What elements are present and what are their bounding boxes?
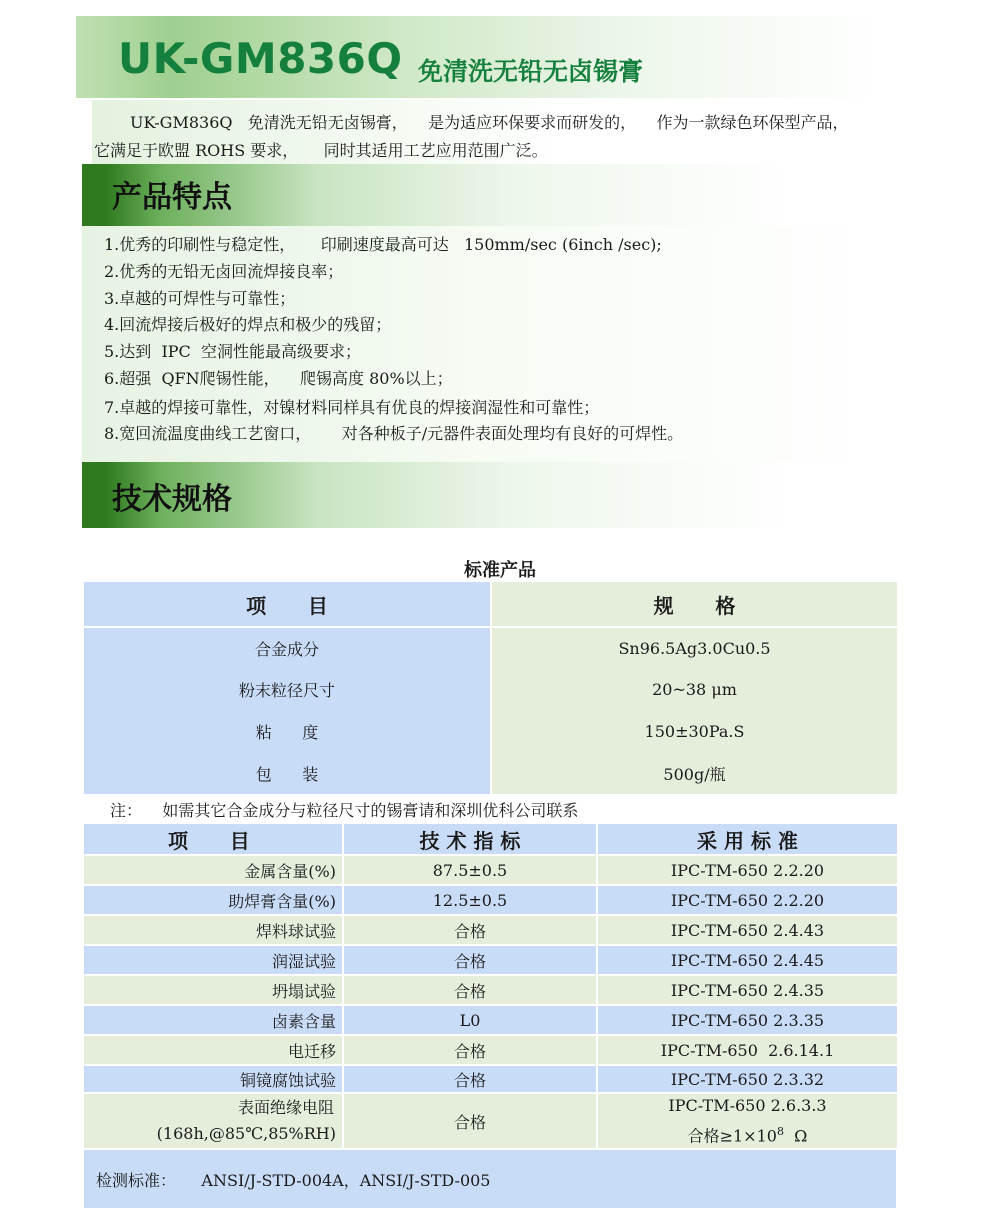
specs-title: 技术规格 <box>112 482 232 517</box>
std-spec: 500g/瓶 <box>492 752 897 794</box>
feature-item: 3.卓越的可焊性与可靠性； <box>104 289 296 308</box>
spec-item-line-1: 表面绝缘电阻 <box>237 1098 334 1117</box>
spec-standard: IPC-TM-650 2.4.35 <box>598 976 897 1004</box>
product-model-title: UK-GM836Q <box>118 34 403 83</box>
resistance-exponent: 8 <box>776 1124 784 1138</box>
feature-item: 6.超强 QFN爬锡性能， 爬锡高度 80%以上； <box>104 369 453 388</box>
spec-standard: IPC-TM-650 2.2.20 <box>598 856 897 884</box>
feature-item: 2.优秀的无铅无卤回流焊接良率； <box>104 262 344 281</box>
spec-item-line-2: (168h,@85℃,85%RH) <box>156 1124 336 1143</box>
spec-item: 焊料球试验 <box>84 916 342 944</box>
std-item: 合金成分 <box>84 628 490 668</box>
feature-item: 1.优秀的印刷性与稳定性， 印刷速度最高可达 150mm/sec (6inch /sec); <box>104 235 662 254</box>
feature-item: 7.卓越的焊接可靠性，对镍材料同样具有优良的焊接润湿性和可靠性； <box>104 398 600 417</box>
feature-item: 8.宽回流温度曲线工艺窗口， 对各种板子/元器件表面处理均有良好的可焊性。 <box>104 424 684 443</box>
product-name-title: 免清洗无铅无卤锡膏 <box>418 57 644 86</box>
spec-value: 12.5±0.5 <box>344 886 596 914</box>
spec-value: 87.5±0.5 <box>344 856 596 884</box>
spec-value: L0 <box>344 1006 596 1034</box>
spec-standard: IPC-TM-650 2.2.20 <box>598 886 897 914</box>
std-header-spec: 规 格 <box>492 582 897 626</box>
spec-standard: IPC-TM-650 2.4.43 <box>598 916 897 944</box>
intro-paragraph <box>92 100 882 168</box>
spec-standard-insulation <box>598 1094 897 1148</box>
spec-value: 合格 <box>344 976 596 1004</box>
std-item: 粘 度 <box>84 710 490 752</box>
contact-note: 注： 如需其它合金成分与粒径尺寸的锡膏请和深圳优科公司联系 <box>110 801 579 820</box>
spec-item-insulation <box>84 1094 342 1148</box>
resistance-unit: Ω <box>783 1126 808 1146</box>
feature-item: 4.回流焊接后极好的焊点和极少的残留； <box>104 315 392 334</box>
spec-standard-line-1: IPC-TM-650 2.6.3.3 <box>668 1095 827 1115</box>
spec-item: 坍塌试验 <box>84 976 342 1004</box>
spec-header-item: 项 目 <box>84 824 342 854</box>
spec-standard: IPC-TM-650 2.3.32 <box>598 1066 897 1092</box>
spec-standard-line-2 <box>688 1119 808 1149</box>
spec-standard: IPC-TM-650 2.3.35 <box>598 1006 897 1034</box>
spec-value: 合格 <box>344 946 596 974</box>
specs-section-header <box>82 462 870 528</box>
spec-value: 合格 <box>344 1066 596 1092</box>
std-spec: 20~38 μm <box>492 668 897 710</box>
resistance-base: 合格≥1×10 <box>687 1126 777 1146</box>
spec-item: 铜镜腐蚀试验 <box>84 1066 342 1092</box>
spec-standard: IPC-TM-650 2.4.45 <box>598 946 897 974</box>
std-spec: Sn96.5Ag3.0Cu0.5 <box>492 628 897 668</box>
std-spec: 150±30Pa.S <box>492 710 897 752</box>
spec-value: 合格 <box>344 1036 596 1064</box>
spec-standard: IPC-TM-650 2.6.14.1 <box>598 1036 897 1064</box>
features-section-header <box>82 164 870 228</box>
spec-value: 合格 <box>344 1094 596 1148</box>
spec-item: 金属含量(%) <box>84 856 342 884</box>
spec-item: 卤素含量 <box>84 1006 342 1034</box>
intro-line-2: 它满足于欧盟 ROHS 要求， 同时其适用工艺应用范围广泛。 <box>94 141 548 160</box>
spec-item: 润湿试验 <box>84 946 342 974</box>
features-title: 产品特点 <box>112 180 232 215</box>
feature-item: 5.达到 IPC 空洞性能最高级要求； <box>104 342 361 361</box>
std-header-item: 项 目 <box>84 582 490 626</box>
spec-header-standard: 采 用 标 准 <box>598 824 897 854</box>
intro-line-1: UK-GM836Q 免清洗无铅无卤锡膏， 是为适应环保要求而研发的， 作为一款绿色环保型产品， <box>130 113 849 132</box>
spec-header-value: 技 术 指 标 <box>344 824 596 854</box>
test-standards-text: 检测标准： ANSI/J-STD-004A，ANSI/J-STD-005 <box>96 1170 491 1190</box>
spec-item: 电迁移 <box>84 1036 342 1064</box>
spec-value: 合格 <box>344 916 596 944</box>
std-item: 包 装 <box>84 752 490 794</box>
standard-product-title: 标准产品 <box>464 560 536 581</box>
spec-item: 助焊膏含量(%) <box>84 886 342 914</box>
test-standards-footer <box>84 1150 896 1208</box>
std-item: 粉末粒径尺寸 <box>84 668 490 710</box>
